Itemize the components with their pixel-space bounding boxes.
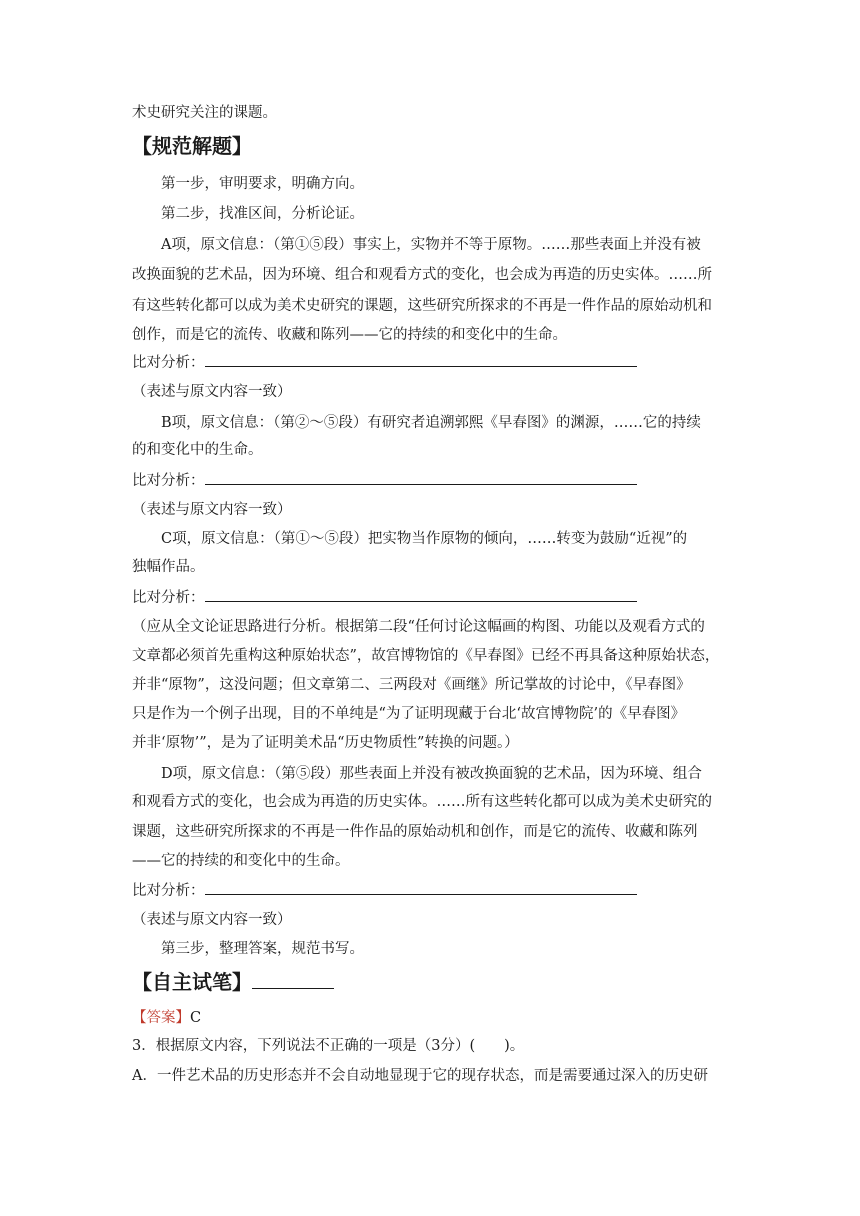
compare-label: 比对分析： <box>132 883 205 899</box>
compare-label: 比对分析： <box>132 473 205 489</box>
item-a-line: A项，原文信息：（第①⑤段）事实上，实物并不等于原物。……那些表面上并没有被 <box>161 237 701 253</box>
answer-blank[interactable] <box>205 470 637 485</box>
note-c-line: 只是作为一个例子出现，目的不单纯是“为了证明现藏于台北‘故宫博物院’的《早春图》 <box>132 706 686 722</box>
item-a-line: 改换面貌的艺术品，因为环境、组合和观看方式的变化，也会成为再造的历史实体。……所 <box>132 267 712 283</box>
answer-blank[interactable] <box>205 880 637 895</box>
note-c-line: 并非‘原物’”，是为了证明美术品“历史物质性”转换的问题。） <box>132 735 519 751</box>
item-c-line: C项，原文信息：（第①～⑤段）把实物当作原物的倾向，……转变为鼓励“近视”的 <box>161 531 688 547</box>
compare-label: 比对分析： <box>132 590 205 606</box>
note-a: （表述与原文内容一致） <box>132 384 292 400</box>
question-3: 3．根据原文内容，下列说法不正确的一项是（3分）( )。 <box>132 1038 525 1054</box>
item-a-line: 创作，而是它的流传、收藏和陈列——它的持续的和变化中的生命。 <box>132 327 567 343</box>
answer-line <box>132 1008 732 1028</box>
section-heading-practice <box>132 968 334 995</box>
item-b-line: 的和变化中的生命。 <box>132 442 263 458</box>
step-one: 第一步，审明要求，明确方向。 <box>161 176 364 192</box>
step-two: 第二步，找准区间，分析论证。 <box>161 206 364 222</box>
item-d-line: 课题，这些研究所探求的不再是一件作品的原始动机和创作，而是它的流传、收藏和陈列 <box>132 824 698 840</box>
practice-label: 【自主试笔】 <box>132 970 252 994</box>
answer-tag: 【答案】 <box>132 1010 190 1026</box>
compare-label: 比对分析： <box>132 355 205 371</box>
note-d: （表述与原文内容一致） <box>132 912 292 928</box>
step-three: 第三步，整理答案，规范书写。 <box>161 941 364 957</box>
item-d-line: 和观看方式的变化，也会成为再造的历史实体。……所有这些转化都可以成为美术史研究的 <box>132 794 712 810</box>
section-heading-solution: 【规范解题】 <box>132 134 252 158</box>
compare-row-a <box>132 352 732 373</box>
text-line: 术史研究关注的课题。 <box>132 105 277 121</box>
note-c-line: （应从全文论证思路进行分析。根据第二段“任何讨论这幅画的构图、功能以及观看方式的 <box>132 619 705 635</box>
item-a-line: 有这些转化都可以成为美术史研究的课题，这些研究所探求的不再是一件作品的原始动机和 <box>132 298 712 314</box>
compare-row-d <box>132 880 732 901</box>
item-c-line: 独幅作品。 <box>132 559 205 575</box>
answer-blank[interactable] <box>205 587 637 602</box>
note-b: （表述与原文内容一致） <box>132 502 292 518</box>
compare-row-c <box>132 587 732 608</box>
practice-blank[interactable] <box>252 968 334 989</box>
item-d-line: D项，原文信息：（第⑤段）那些表面上并没有被改换面貌的艺术品，因为环境、组合 <box>161 766 702 782</box>
question-3-option-a: A．一件艺术品的历史形态并不会自动地显现于它的现存状态，而是需要通过深入的历史研 <box>132 1068 708 1084</box>
answer-value: C <box>190 1010 202 1026</box>
note-c-line: 并非“原物”，这没问题；但文章第二、三两段对《画继》所记掌故的讨论中，《早春图》 <box>132 677 691 693</box>
compare-row-b <box>132 470 732 491</box>
item-d-line: ——它的持续的和变化中的生命。 <box>132 853 350 869</box>
answer-blank[interactable] <box>205 352 637 367</box>
item-b-line: B项，原文信息：（第②～⑤段）有研究者追溯郭熙《早春图》的渊源，……它的持续 <box>161 415 701 431</box>
note-c-line: 文章都必须首先重构这种原始状态”，故宫博物馆的《早春图》已经不再具备这种原始状态， <box>132 648 720 664</box>
